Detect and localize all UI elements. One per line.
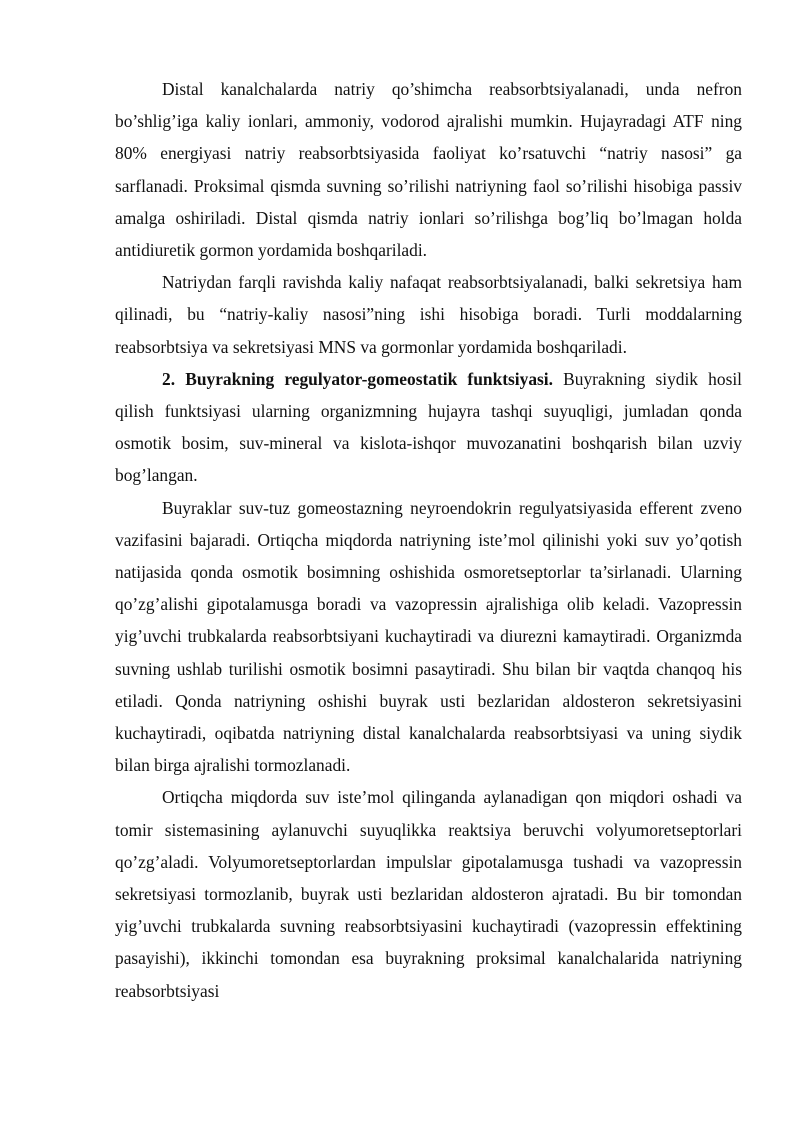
paragraph-potassium — [115, 266, 742, 363]
paragraph-excess-water — [115, 781, 742, 1006]
paragraph-distal-sodium — [115, 73, 742, 266]
paragraph-text: Buyrakning siydik hosil qilish funktsiyasi ularning organizmning hujayra tashqi suyuqligi, jumladan qonda osmotik bosim, suv-mineral va kislota-ishqor muvozanatini boshqarish bilan uzviy bog’langan. — [115, 368, 743, 486]
paragraph-neuroendocrine — [115, 492, 742, 782]
paragraph-text: Natriydan farqli ravishda kaliy nafaqat reabsorbtsiyalanadi, balki sekretsiya ham qilinadi, bu “natriy-kaliy nasosi”ning ishi hisobiga boradi. Turli moddalarning reabsorbtsiya va sekretsiyasi MNS va gormonlar yordamida boshqariladi. — [115, 272, 742, 357]
paragraph-regulatory-function — [115, 363, 742, 492]
section-heading: 2. Buyrakning regulyator-gomeostatik funktsiyasi. — [162, 368, 553, 389]
paragraph-text: Buyraklar suv-tuz gomeostazning neyroendokrin regulyatsiyasida efferent zveno vazifasini bajaradi. Ortiqcha miqdorda natriyning iste’mol qilinishi yoki suv yo’qotish natijasida qonda osmotik bosimning oshishida osmoretseptorlar ta’sirlanadi. Ularning qo’zg’alishi gipotalamusga boradi va vazopressin ajralishiga olib keladi. Vazopressin yig’uvchi trubkalarda reabsorbtsiyani kuchaytiradi va diurezni kamaytiradi. Organizmda suvning ushlab turilishi osmotik bosimni pasaytiradi. Shu bilan bir vaqtda chanqoq his etiladi. Qonda natriyning oshishi buyrak usti bezlaridan aldosteron sekretsiyasini kuchaytiradi, oqibatda natriyning distal kanalchalarda reabsorbtsiyasi va uning siydik bilan birga ajralishi tormozlanadi. — [115, 497, 742, 776]
document-page — [115, 73, 742, 1007]
paragraph-text: Distal kanalchalarda natriy qo’shimcha reabsorbtsiyalanadi, unda nefron bo’shlig’iga kaliy ionlari, ammoniy, vodorod ajralishi mumkin. Hujayradagi ATF ning 80% energiyasi natriy reabsorbtsiyasida faoliyat ko’rsatuvchi “natriy nasosi” ga sarflanadi. Proksimal qismda suvning so’rilishi natriyning faol so’rilishi hisobiga passiv amalga oshiriladi. Distal qismda natriy ionlari so’rilishga bog’liq bo’lmagan holda antidiuretik gormon yordamida boshqariladi. — [115, 79, 742, 261]
paragraph-text: Ortiqcha miqdorda suv iste’mol qilinganda aylanadigan qon miqdori oshadi va tomir sistemasining aylanuvchi suyuqlikka reaktsiya beruvchi volyumoretseptorlari qo’zg’aladi. Volyumoretseptorlardan impulslar gipotalamusga tushadi va vazopressin sekretsiyasi tormozlanib, buyrak usti bezlaridan aldosteron ajratadi. Bu bir tomondan yig’uvchi trubkalarda suvning reabsorbtsiyasini kuchaytiradi (vazopressin effektining pasayishi), ikkinchi tomondan esa buyrakning proksimal kanalchalarida natriyning reabsorbtsiyasi — [115, 787, 742, 1001]
